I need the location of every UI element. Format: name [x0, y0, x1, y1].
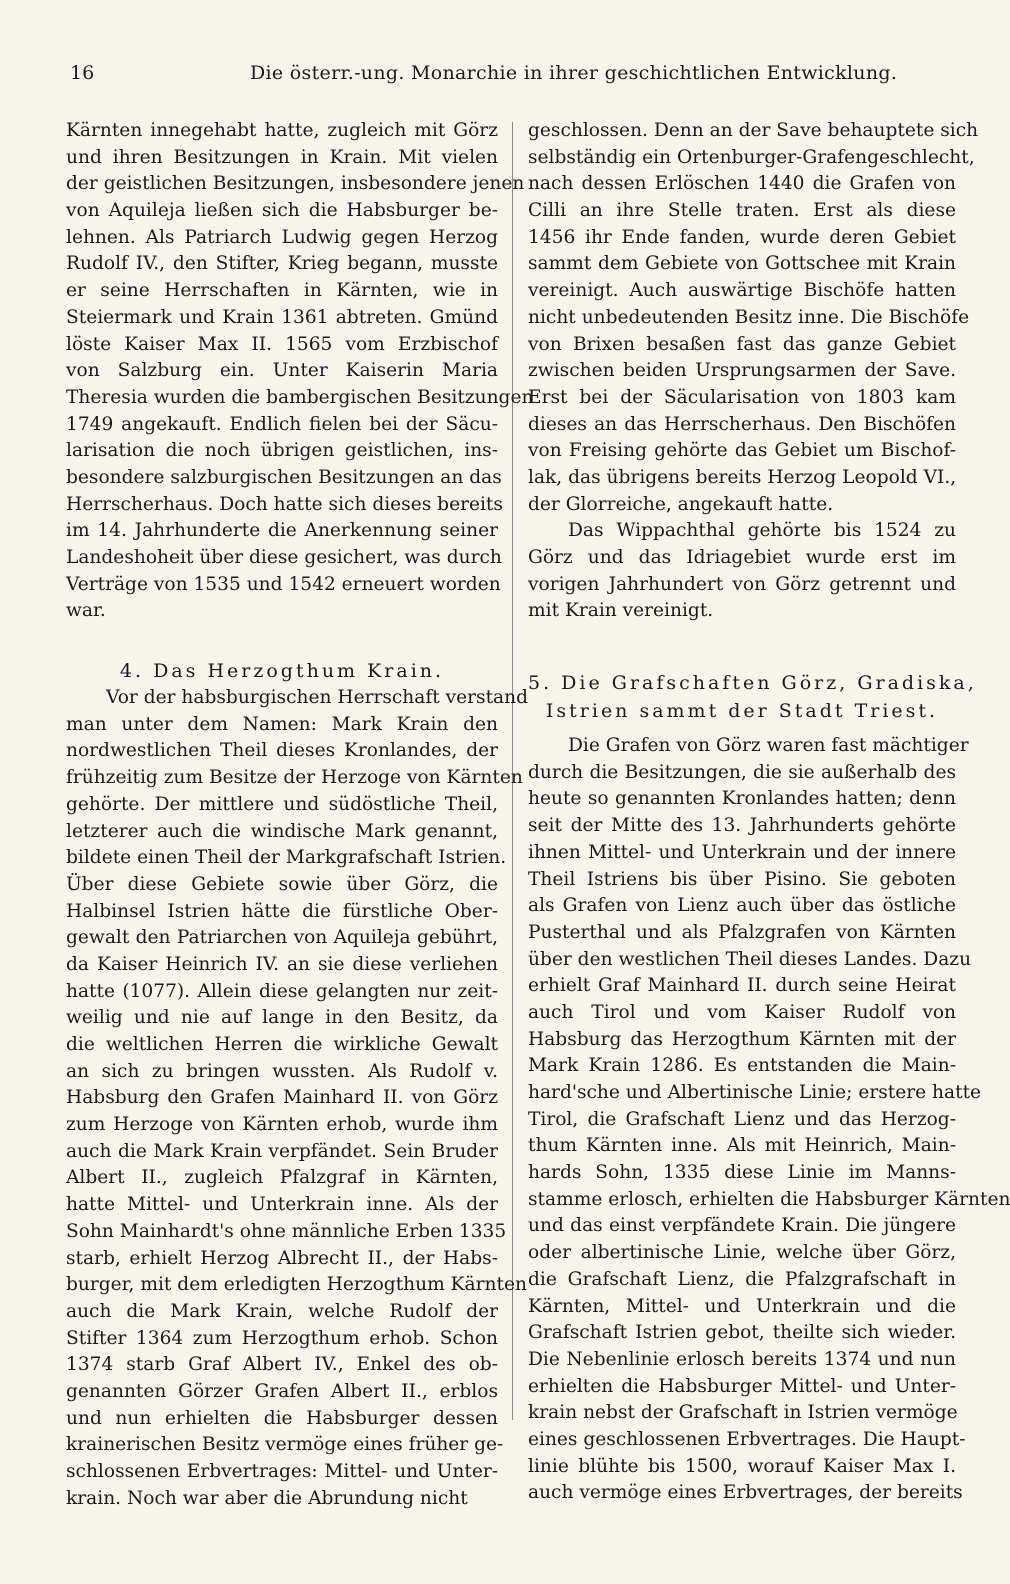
text-line: krainerischen Besitz vermöge eines früher ge- — [66, 1434, 504, 1456]
page-header — [70, 62, 950, 92]
text-line: genannten Görzer Grafen Albert II., erblos — [66, 1380, 498, 1402]
text-line: Erst bei der Säcularisation von 1803 kam — [528, 386, 956, 408]
text-line: man unter dem Namen: Mark Krain den — [66, 713, 498, 735]
spacer — [528, 625, 956, 669]
text-line: Theil Istriens bis über Pisino. Sie geboten — [528, 868, 956, 890]
text-line: Stifter 1364 zum Herzogthum erhob. Schon — [66, 1327, 498, 1349]
text-line: nach dessen Erlöschen 1440 die Grafen von — [528, 173, 956, 195]
text-line: Pusterthal und als Pfalzgrafen von Kärnten — [528, 921, 956, 943]
text-line: über den westlichen Theil dieses Landes. Dazu — [528, 948, 972, 970]
text-line: hatte (1077). Allein diese gelangten nur zeit- — [66, 980, 498, 1002]
text-line: der Glorreiche, angekauft hatte. — [528, 493, 834, 515]
text-line: hatte Mittel- und Unterkrain inne. Als der — [66, 1194, 498, 1216]
text-line: letzterer auch die windische Mark genannt, — [66, 820, 498, 842]
text-line: frühzeitig zum Besitze der Herzoge von Kärnten — [66, 767, 523, 789]
text-line: zum Herzoge von Kärnten erhob, wurde ihm — [66, 1114, 498, 1136]
text-line: die weltlichen Herren die wirkliche Gewalt — [66, 1034, 498, 1055]
text-line: bildete einen Theil der Markgrafschaft Istrien. — [66, 847, 507, 869]
text-line: weilig und nie auf lange in den Besitz, da — [66, 1007, 498, 1029]
text-line: eines geschlossenen Erbvertrages. Die Haupt- — [528, 1428, 966, 1450]
text-line: linie blühte bis 1500, worauf Kaiser Max I. — [528, 1455, 956, 1477]
paragraph — [66, 118, 534, 625]
paragraph — [528, 518, 956, 625]
text-line: Landeshoheit über diese gesichert, was durch — [66, 547, 502, 568]
text-line: Sohn Mainhardt's ohne männliche Erben 1335 — [66, 1220, 507, 1242]
text-line: da Kaiser Heinrich IV. an sie diese verliehen — [66, 953, 498, 975]
spacer — [528, 725, 956, 733]
section-heading — [528, 669, 977, 725]
text-line: starb, erhielt Herzog Albrecht II., der Habs- — [66, 1247, 498, 1269]
text-line: Steiermark und Krain 1361 abtreten. Gmünd — [66, 306, 498, 328]
text-line: löste Kaiser Max II. 1565 vom Erzbischof — [66, 333, 498, 355]
text-line: zwischen beiden Ursprungsarmen der Save. — [528, 360, 956, 382]
text-line: auch Tirol und vom Kaiser Rudolf von — [528, 1001, 956, 1023]
text-line: erhielt Graf Mainhard II. durch seine Heirat — [528, 975, 956, 997]
text-line: hards Sohn, 1335 diese Linie im Manns- — [528, 1162, 956, 1184]
text-line: Über diese Gebiete sowie über Görz, die — [66, 873, 498, 895]
text-line: und das einst verpfändete Krain. Die jüngere — [528, 1215, 956, 1237]
text-line: die Grafschaft Lienz, die Pfalzgrafschaft in — [528, 1268, 956, 1290]
text-line: Albert II., zugleich Pfalzgraf in Kärnten, — [66, 1167, 498, 1189]
text-line: vereinigt. Auch auswärtige Bischöfe hatten — [528, 280, 956, 302]
text-line: 1456 ihr Ende fanden, wurde deren Gebiet — [528, 226, 956, 248]
section-heading-line: 5. Die Grafschaften Görz, Gradiska, — [528, 672, 977, 695]
text-line: als Grafen von Lienz auch über das östliche — [528, 895, 956, 917]
right-column — [528, 118, 1010, 1507]
left-column — [66, 118, 534, 1512]
text-line: auch die Mark Krain verpfändet. Sein Bruder — [66, 1140, 498, 1162]
text-line: besondere salzburgischen Besitzungen an das — [66, 466, 502, 488]
text-line: Rudolf IV., den Stifter, Krieg begann, musste — [66, 253, 498, 275]
text-line: Habsburg das Herzogthum Kärnten mit der — [528, 1028, 956, 1050]
text-line: von Freising gehörte das Gebiet um Bischof- — [528, 440, 956, 462]
text-line: mit Krain vereinigt. — [528, 600, 714, 622]
text-line: krain nebst der Grafschaft in Istrien vermöge — [528, 1402, 958, 1424]
text-line: nicht unbedeutenden Besitz inne. Die Bischöfe — [528, 306, 970, 328]
paragraph — [66, 685, 529, 1512]
text-line: Die Grafen von Görz waren fast mächtiger — [568, 735, 969, 757]
section-heading: 4. Das Herzogthum Krain. — [119, 660, 445, 683]
page-number: 16 — [70, 62, 95, 84]
text-line: gewalt den Patriarchen von Aquileja gebührt, — [66, 927, 498, 949]
text-line: larisation die noch übrigen geistlichen, ins- — [66, 440, 498, 462]
spacer — [66, 625, 498, 657]
text-line: Halbinsel Istrien hätte die fürstliche Ober- — [66, 900, 498, 922]
text-line: vorigen Jahrhundert von Görz getrennt und — [528, 573, 956, 595]
text-line: Theresia wurden die bambergischen Besitzungen — [66, 386, 534, 408]
paragraph — [528, 118, 979, 518]
text-line: Vor der habsburgischen Herrschaft verstand — [106, 687, 529, 709]
text-line: auch vermöge eines Erbvertrages, der bereits — [528, 1482, 963, 1504]
text-line: Grafschaft Istrien gebot, theilte sich wieder. — [528, 1322, 956, 1344]
text-line: im 14. Jahrhunderte die Anerkennung seiner — [66, 520, 498, 542]
text-line: Kärnten innegehabt hatte, zugleich mit Görz — [66, 120, 498, 141]
text-line: heute so genannten Kronlandes hatten; denn — [528, 788, 956, 810]
text-line: war. — [66, 600, 106, 622]
text-line: der geistlichen Besitzungen, insbesondere jenen — [66, 173, 525, 195]
text-line: schlossenen Erbvertrages: Mittel- und Unter- — [66, 1461, 498, 1482]
text-line: oder albertinische Linie, welche über Görz, — [528, 1242, 956, 1264]
text-line: auch die Mark Krain, welche Rudolf der — [66, 1300, 498, 1322]
text-line: von Aquileja ließen sich die Habsburger be- — [66, 200, 498, 222]
text-line: Herrscherhaus. Doch hatte sich dieses bereits — [66, 493, 503, 515]
text-line: von Salzburg ein. Unter Kaiserin Maria — [66, 360, 498, 382]
text-line: ihnen Mittel- und Unterkrain und der innere — [528, 841, 956, 863]
text-line: durch die Besitzungen, die sie außerhalb des — [528, 761, 956, 783]
text-line: lehnen. Als Patriarch Ludwig gegen Herzog — [66, 226, 498, 248]
text-line: Habsburg den Grafen Mainhard II. von Görz — [66, 1087, 498, 1109]
text-line: und ihren Besitzungen in Krain. Mit vielen — [66, 146, 498, 168]
text-line: von Brixen besaßen fast das ganze Gebiet — [528, 333, 956, 355]
running-title: Die österr.-ung. Monarchie in ihrer geschichtlichen Entwicklung. — [250, 62, 898, 84]
text-line: 1374 starb Graf Albert IV., Enkel des ob- — [66, 1354, 498, 1376]
text-line: seit der Mitte des 13. Jahrhunderts gehörte — [528, 815, 956, 837]
text-line: geschlossen. Denn an der Save behauptete sich — [528, 120, 979, 141]
text-line: stamme erlosch, erhielten die Habsburger Kärnten — [528, 1188, 1010, 1210]
text-line: Mark Krain 1286. Es entstanden die Main- — [528, 1055, 956, 1077]
text-line: 1749 angekauft. Endlich fielen bei der Säcu- — [66, 413, 498, 435]
text-line: lak, das übrigens bereits Herzog Leopold VI., — [528, 466, 957, 488]
text-line: und nun erhielten die Habsburger dessen — [66, 1407, 498, 1429]
text-line: gehörte. Der mittlere und südöstliche Theil, — [66, 793, 498, 815]
text-line: er seine Herrschaften in Kärnten, wie in — [66, 280, 498, 302]
text-line: hard'sche und Albertinische Linie; erstere hatte — [528, 1082, 982, 1103]
text-line: Die Nebenlinie erlosch bereits 1374 und nun — [528, 1348, 956, 1370]
text-line: sammt dem Gebiete von Gottschee mit Krain — [528, 253, 956, 275]
text-line: erhielten die Habsburger Mittel- und Unter- — [528, 1375, 956, 1397]
text-line: Verträge von 1535 und 1542 erneuert worden — [66, 573, 501, 595]
text-line: thum Kärnten inne. Als mit Heinrich, Main- — [528, 1135, 956, 1157]
text-line: selbständig ein Ortenburger-Grafengeschlecht, — [528, 146, 975, 168]
paragraph — [528, 733, 1010, 1507]
section-heading-line: Istrien sammt der Stadt Triest. — [545, 700, 939, 723]
text-line: krain. Noch war aber die Abrundung nicht — [66, 1487, 468, 1509]
text-line: Das Wippachthal gehörte bis 1524 zu — [568, 520, 956, 542]
text-line: Tirol, die Grafschaft Lienz und das Herzog- — [528, 1108, 956, 1130]
text-line: Kärnten, Mittel- und Unterkrain und die — [528, 1295, 956, 1317]
text-line: an sich zu bringen wussten. Als Rudolf v. — [66, 1060, 498, 1082]
text-line: Cilli an ihre Stelle traten. Erst als diese — [528, 200, 956, 222]
text-line: dieses an das Herrscherhaus. Den Bischöfen — [528, 413, 956, 435]
text-line: Görz und das Idriagebiet wurde erst im — [528, 547, 956, 568]
text-line: nordwestlichen Theil dieses Kronlandes, der — [66, 740, 498, 762]
text-line: burger, mit dem erledigten Herzogthum Kärnten — [66, 1274, 527, 1296]
